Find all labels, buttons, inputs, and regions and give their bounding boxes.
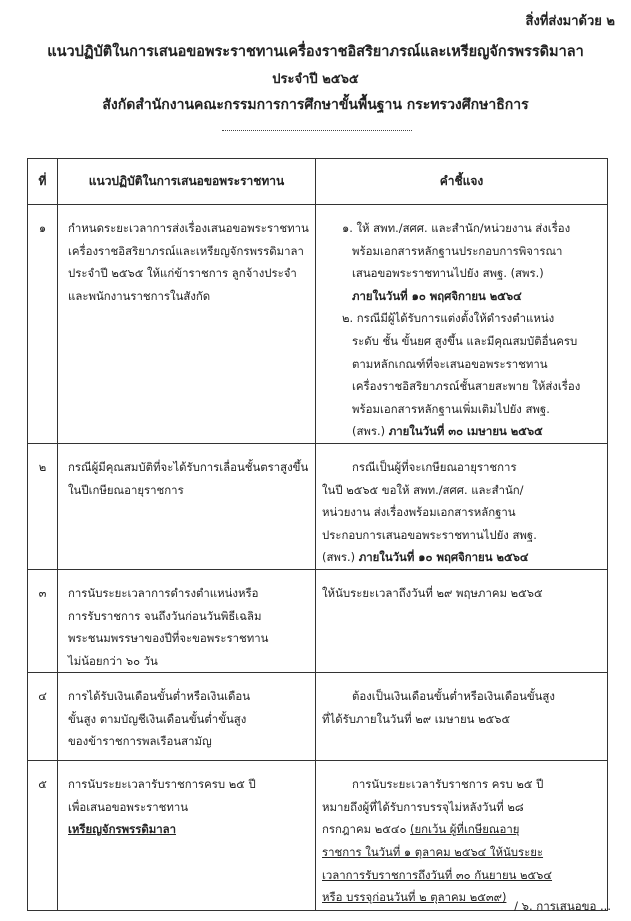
row-explanation: [316, 673, 608, 761]
attachment-label: สิ่งที่ส่งมาด้วย ๒: [525, 14, 615, 29]
explanation-org: (สพร.): [352, 424, 386, 439]
row-explanation: [316, 205, 608, 444]
explanation-line: การนับระยะเวลารับราชการ ครบ ๒๕ ปี: [352, 777, 544, 792]
explanation-line: [322, 420, 603, 443]
explanation-exception: ราชการ ในวันที่ ๑ ตุลาคม ๒๕๖๔ ให้นับระยะ: [322, 845, 544, 860]
guideline-line: การได้รับเงินเดือนขั้นต่ำหรือเงินเดือน: [68, 689, 251, 704]
row-explanation: [316, 761, 608, 911]
row-number: ๔: [28, 673, 58, 761]
explanation-exception: (ยกเว้น ผู้ที่เกษียณอายุ: [410, 822, 520, 837]
explanation-line: ให้นับระยะเวลาถึงวันที่ ๒๙ พฤษภาคม ๒๕๖๕: [322, 585, 543, 600]
explanation-line: ๑. ให้ สพท./สศศ. และสำนัก/หน่วยงาน ส่งเรื่อง: [342, 221, 571, 235]
guideline-line: การรับราชการ จนถึงวันก่อนวันพิธีเฉลิม: [68, 608, 262, 623]
guideline-line: และพนักงานราชการในสังกัด: [68, 288, 211, 303]
explanation-line: ระดับ ชั้น ขั้นยศ สูงขึ้น และมีคุณสมบัติอื่นครบ: [352, 333, 578, 348]
explanation-deadline: ภายในวันที่ ๓๐ เมษายน ๒๕๖๕: [388, 424, 543, 439]
title-line-1: แนวปฏิบัติในการเสนอขอพระราชทานเครื่องราชอิสริยาภรณ์และเหรียญจักรพรรดิมาลา: [47, 44, 584, 60]
row-explanation: [316, 569, 608, 672]
explanation-line: ในปี ๒๕๖๕ ขอให้ สพท./สศศ. และสำนัก/: [322, 482, 524, 497]
row-guideline: [58, 443, 316, 569]
header-no: ที่: [28, 159, 58, 205]
explanation-date: กรกฎาคม ๒๕๔๐: [322, 822, 407, 837]
dotted-separator: [222, 122, 412, 131]
guideline-line: ไม่น้อยกว่า ๖๐ วัน: [68, 653, 158, 668]
explanation-line: เสนอขอพระราชทานไปยัง สพฐ. (สพร.): [352, 266, 544, 281]
guideline-line: ของข้าราชการพลเรือนสามัญ: [68, 734, 212, 749]
guideline-table: [27, 158, 608, 911]
table-row: [28, 673, 608, 761]
row-guideline: [58, 673, 316, 761]
title-line-3: สังกัดสำนักงานคณะกรรมการการศึกษาขั้นพื้นฐาน กระทรวงศึกษาธิการ: [102, 97, 529, 113]
table-header-row: [28, 159, 608, 205]
explanation-exception: เวลาการรับราชการถึงวันที่ ๓๐ กันยายน ๒๕๖๔: [322, 867, 553, 882]
explanation-deadline: ภายในวันที่ ๑๐ พฤศจิกายน ๒๕๖๔: [358, 550, 529, 565]
explanation-line: ต้องเป็นเงินเดือนขั้นต่ำหรือเงินเดือนขั้นสูง: [352, 689, 555, 704]
row-explanation: [316, 443, 608, 569]
guideline-line: ในปีเกษียณอายุราชการ: [68, 482, 184, 497]
guideline-line: การนับระยะเวลารับราชการครบ ๒๕ ปี: [68, 777, 256, 792]
explanation-line: ที่ได้รับภายในวันที่ ๒๙ เมษายน ๒๕๖๕: [322, 711, 511, 726]
explanation-line: เครื่องราชอิสริยาภรณ์ชั้นสายสะพาย ให้ส่งเรื่อง: [352, 379, 581, 394]
table-row: [28, 569, 608, 672]
explanation-line: [322, 546, 603, 569]
row-number: ๓: [28, 569, 58, 672]
guideline-line: เครื่องราชอิสริยาภรณ์และเหรียญจักรพรรดิมาลา: [68, 243, 304, 258]
guideline-line: การนับระยะเวลาการดำรงตำแหน่งหรือ: [68, 585, 259, 600]
explanation-line: กรณีเป็นผู้ที่จะเกษียณอายุราชการ: [352, 459, 517, 474]
explanation-line: หมายถึงผู้ที่ได้รับการบรรจุไม่หลังวันที่ ๒๘: [322, 799, 524, 814]
row-number: ๒: [28, 443, 58, 569]
table-row: [28, 761, 608, 911]
row-guideline: [58, 205, 316, 444]
page-continuation: / ๖. การเสนอขอ ...: [514, 899, 611, 913]
row-guideline: [58, 761, 316, 911]
explanation-line: [322, 818, 603, 841]
guideline-line: ขั้นสูง ตามบัญชีเงินเดือนขั้นต่ำขั้นสูง: [68, 711, 247, 726]
guideline-medal-name: เหรียญจักรพรรดิมาลา: [68, 822, 177, 837]
explanation-line: พร้อมเอกสารหลักฐานประกอบการพิจารณา: [352, 243, 563, 258]
explanation-line: ประกอบการเสนอขอพระราชทานไปยัง สพฐ.: [322, 527, 537, 542]
row-number: ๑: [28, 205, 58, 444]
title-line-2: ประจำปี ๒๕๖๕: [272, 72, 359, 87]
guideline-line: กำหนดระยะเวลาการส่งเรื่องเสนอขอพระราชทาน: [68, 221, 309, 235]
explanation-line: ตามหลักเกณฑ์ที่จะเสนอขอพระราชทาน: [352, 356, 548, 371]
guideline-line: พระชนมพรรษาของปีที่จะขอพระราชทาน: [68, 631, 269, 646]
guideline-line: กรณีผู้มีคุณสมบัติที่จะได้รับการเลื่อนชั้นตราสูงขึ้น: [68, 459, 309, 474]
header-explanation: คำชี้แจง: [316, 159, 608, 205]
explanation-deadline: ภายในวันที่ ๑๐ พฤศจิกายน ๒๕๖๔: [352, 288, 522, 303]
guideline-line: เพื่อเสนอขอพระราชทาน: [68, 799, 189, 814]
explanation-line: หน่วยงาน ส่งเรื่องพร้อมเอกสารหลักฐาน: [322, 505, 516, 520]
row-guideline: [58, 569, 316, 672]
row-number: ๕: [28, 761, 58, 911]
explanation-exception: หรือ บรรจุก่อนวันที่ ๒ ตุลาคม ๒๕๓๙): [322, 890, 507, 905]
explanation-line: ๒. กรณีมีผู้ได้รับการแต่งตั้งให้ดำรงตำแหน่ง: [342, 311, 555, 326]
table-row: [28, 443, 608, 569]
explanation-org: (สพร.): [322, 550, 356, 565]
explanation-line: พร้อมเอกสารหลักฐานเพิ่มเติมไปยัง สพฐ.: [352, 401, 550, 416]
header-guideline: แนวปฏิบัติในการเสนอขอพระราชทาน: [58, 159, 316, 205]
table-row: [28, 205, 608, 444]
guideline-line: ประจำปี ๒๕๖๕ ให้แก่ข้าราชการ ลูกจ้างประจำ: [68, 266, 297, 281]
